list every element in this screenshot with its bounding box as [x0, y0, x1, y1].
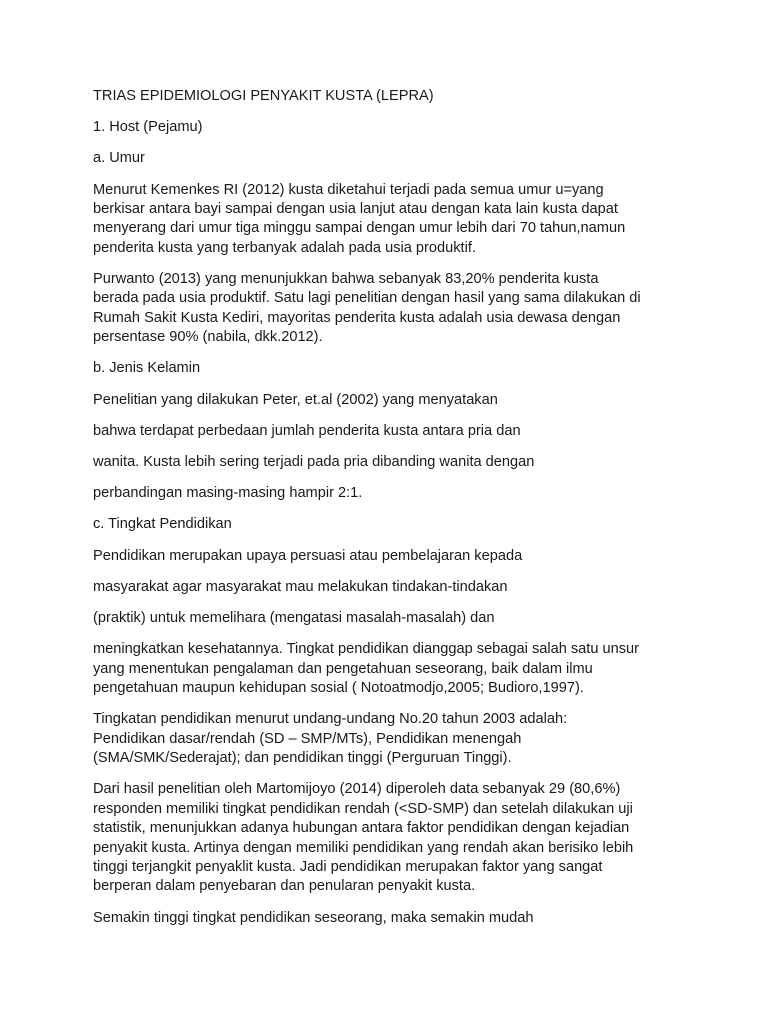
text-line: berada pada usia produktif. Satu lagi penelitian dengan hasil yang sama dilakukan di: [93, 290, 641, 307]
heading-umur: a. Umur: [93, 150, 145, 167]
heading-jenis-kelamin: b. Jenis Kelamin: [93, 360, 201, 377]
text-line: Menurut Kemenkes RI (2012) kusta diketahui terjadi pada semua umur u=yang: [93, 181, 604, 198]
text-line: penyakit kusta. Artinya dengan memiliki pendidikan yang rendah akan berisiko lebih: [93, 839, 634, 856]
paragraph-jenis-kelamin-1: Penelitian yang dilakukan Peter, et.al (2002) yang menyatakan: [93, 391, 498, 408]
text-line: (SMA/SMK/Sederajat); dan pendidikan tinggi (Perguruan Tinggi).: [93, 750, 512, 767]
heading-tingkat-pendidikan: c. Tingkat Pendidikan: [93, 516, 232, 533]
text-line: responden memiliki tingkat pendidikan rendah (<SD-SMP) dan setelah dilakukan uji: [93, 800, 633, 817]
paragraph-pendidikan-7: Semakin tinggi tingkat pendidikan seseorang, maka semakin mudah: [93, 909, 534, 926]
paragraph-pendidikan-6: [93, 780, 693, 896]
paragraph-pendidikan-2: masyarakat agar masyarakat mau melakukan tindakan-tindakan: [93, 578, 508, 595]
text-line: Dari hasil penelitian oleh Martomijoyo (2014) diperoleh data sebanyak 29 (80,6%): [93, 781, 621, 798]
text-line: persentase 90% (nabila, dkk.2012).: [93, 329, 323, 346]
paragraph-pendidikan-4: [93, 640, 693, 698]
text-line: berkisar antara bayi sampai dengan usia lanjut atau dengan kata lain kusta dapat: [93, 201, 618, 218]
paragraph-umur-2: [93, 270, 693, 348]
paragraph-pendidikan-3: (praktik) untuk memelihara (mengatasi masalah-masalah) dan: [93, 610, 495, 627]
text-line: statistik, menunjukkan adanya hubungan antara faktor pendidikan dengan kejadian: [93, 820, 630, 837]
text-line: penderita kusta yang terbanyak adalah pada usia produktif.: [93, 239, 476, 256]
text-line: tinggi terjangkit penyaklit kusta. Jadi pendidikan merupakan faktor yang sangat: [93, 858, 603, 875]
paragraph-pendidikan-5: [93, 710, 693, 768]
paragraph-jenis-kelamin-2: bahwa terdapat perbedaan jumlah penderita kusta antara pria dan: [93, 422, 521, 439]
text-line: menyerang dari umur tiga minggu sampai dengan umur lebih dari 70 tahun,namun: [93, 220, 626, 237]
paragraph-jenis-kelamin-3: wanita. Kusta lebih sering terjadi pada pria dibanding wanita dengan: [93, 454, 535, 471]
text-line: Tingkatan pendidikan menurut undang-undang No.20 tahun 2003 adalah:: [93, 711, 568, 728]
text-line: yang menentukan pengalaman dan pengetahuan seseorang, baik dalam ilmu: [93, 660, 593, 677]
heading-host: 1. Host (Pejamu): [93, 119, 203, 136]
text-line: Pendidikan dasar/rendah (SD – SMP/MTs), Pendidikan menengah: [93, 730, 522, 747]
document-body: [93, 87, 693, 940]
text-line: Purwanto (2013) yang menunjukkan bahwa sebanyak 83,20% penderita kusta: [93, 271, 599, 288]
text-line: Rumah Sakit Kusta Kediri, mayoritas penderita kusta adalah usia dewasa dengan: [93, 309, 621, 326]
document-title: TRIAS EPIDEMIOLOGI PENYAKIT KUSTA (LEPRA): [93, 88, 434, 104]
text-line: berperan dalam penyebaran dan penularan penyakit kusta.: [93, 878, 476, 895]
text-line: meningkatkan kesehatannya. Tingkat pendidikan dianggap sebagai salah satu unsur: [93, 641, 640, 658]
paragraph-jenis-kelamin-4: perbandingan masing-masing hampir 2:1.: [93, 485, 363, 502]
paragraph-pendidikan-1: Pendidikan merupakan upaya persuasi atau pembelajaran kepada: [93, 547, 523, 564]
text-line: pengetahuan maupun kehidupan sosial ( Notoatmodjo,2005; Budioro,1997).: [93, 680, 584, 697]
paragraph-umur-1: [93, 181, 693, 259]
